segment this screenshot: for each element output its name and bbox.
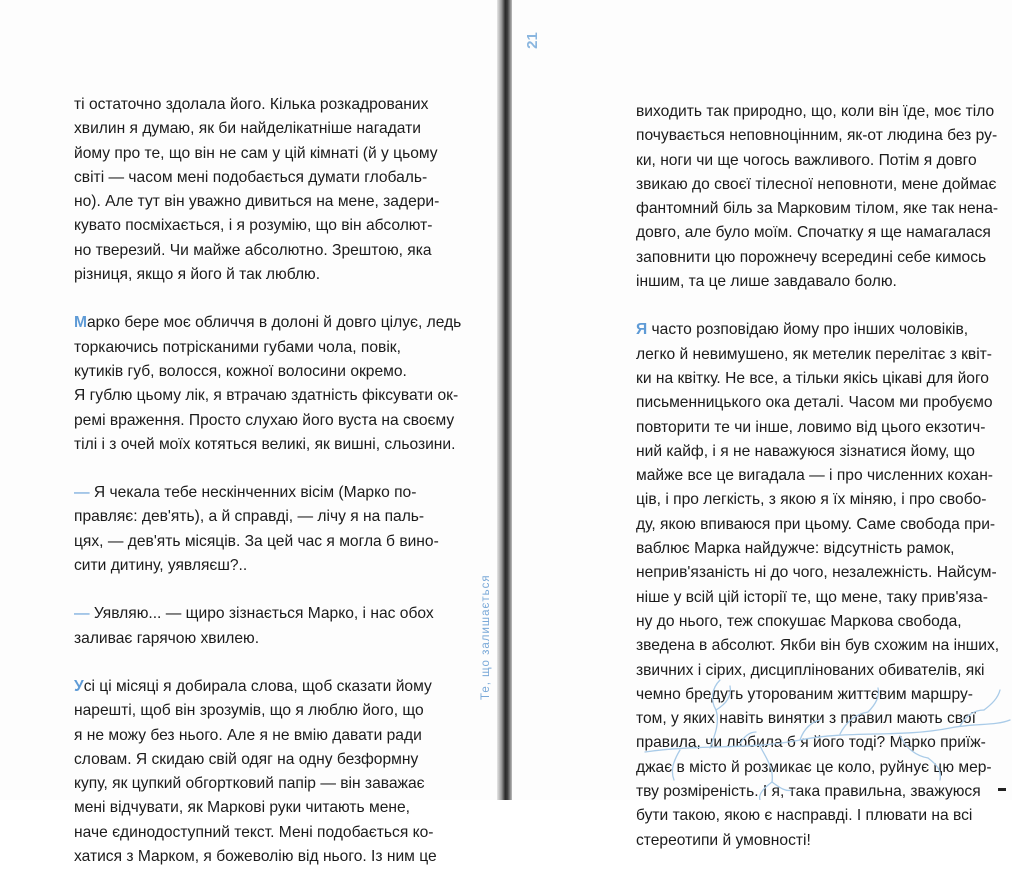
line-text: цях, — дев'ять місяців. За цей час я могла б вино- xyxy=(74,532,439,550)
line-text: кутиків губ, волосся, кожної волосини окремо. xyxy=(74,362,407,380)
line-text: сити дитину, уявляєш?.. xyxy=(74,557,248,575)
line-text: ду, якою впиваюся при цьому. Саме свобода при- xyxy=(636,515,996,533)
text-line xyxy=(74,627,392,651)
line-text: звичних і сірих, дисциплінованих обивателів, які xyxy=(636,661,985,679)
line-text: купу, як цупкий обгортковий папір — він заважає xyxy=(74,775,425,793)
line-text: я не можу без нього. Але я не вмію давати ради xyxy=(74,726,422,744)
text-line xyxy=(74,142,438,166)
text-line xyxy=(636,537,955,561)
book-spine-gutter xyxy=(497,0,512,800)
text-line xyxy=(636,464,994,488)
text-line xyxy=(636,318,969,342)
right-paragraph xyxy=(636,100,999,294)
line-text: Я чекала тебе нескінченних вісім (Марко по- xyxy=(89,484,417,502)
text-line xyxy=(636,829,948,853)
text-line xyxy=(74,530,439,554)
line-text: бути такою, якою є насправді. І плювати на всі xyxy=(636,807,973,825)
line-text: стереотипи й умовності! xyxy=(636,831,811,849)
text-line xyxy=(74,699,424,723)
line-text: Я гублю цьому лік, я втрачаю здатність фіксувати ок- xyxy=(74,387,459,405)
line-text: но тверезий. Чи майже абсолютно. Зрештою, яка xyxy=(74,241,432,259)
text-line xyxy=(636,391,993,415)
text-line xyxy=(636,513,996,537)
text-line xyxy=(636,416,986,440)
text-line xyxy=(74,166,428,190)
text-line xyxy=(636,561,997,585)
text-line xyxy=(74,190,440,214)
running-head: Те, що залишається xyxy=(480,574,492,700)
text-line xyxy=(74,93,429,117)
line-text: неприв'язаність ні до чого, незалежність. Найсум- xyxy=(636,564,997,582)
text-line xyxy=(74,384,459,408)
text-line xyxy=(74,409,455,433)
text-line xyxy=(74,772,425,796)
text-line xyxy=(636,343,992,367)
line-text: ки, ноги чи ще чогось важливого. Потім я довго xyxy=(636,151,977,169)
text-line xyxy=(74,602,434,626)
left-paragraph xyxy=(74,602,434,651)
text-line xyxy=(636,270,948,294)
text-line xyxy=(636,586,988,610)
line-text: світі — часом мені подобається думати глобаль- xyxy=(74,168,428,186)
text-line xyxy=(74,117,421,141)
line-text: почувається неповноцінним, як-от людина без ру- xyxy=(636,127,998,145)
line-text: фантомний біль за Марковим тілом, яке так нена- xyxy=(636,200,999,218)
line-text: ну до нього, теж спокушає Маркова свобода, xyxy=(636,612,962,630)
text-line xyxy=(74,505,425,529)
line-text: тілі і з очей моїх котяться великі, як вишні, сльозини. xyxy=(74,435,456,453)
line-text: довго, але було моїм. Спочатку я ще намагалася xyxy=(636,224,991,242)
line-text: ті остаточно здолала його. Кілька розкадрованих xyxy=(74,96,429,113)
line-text: заливає гарячою хвилею. xyxy=(74,629,260,647)
left-paragraph xyxy=(74,481,439,578)
text-line xyxy=(636,610,962,634)
text-line xyxy=(74,214,433,238)
branch-decoration-icon xyxy=(640,640,1012,800)
text-line xyxy=(74,433,456,457)
text-line xyxy=(636,246,987,270)
left-paragraph xyxy=(74,675,437,869)
line-text: тву розміреність. І я, така правильна, зважуюся xyxy=(636,783,981,801)
line-text: заповнити цю порожнечу всередині себе кимось xyxy=(636,248,987,266)
text-line xyxy=(74,336,401,360)
drop-initial: Я xyxy=(636,321,648,339)
text-line xyxy=(636,173,997,197)
dialogue-dash: — xyxy=(74,605,90,623)
left-paragraph xyxy=(74,311,462,457)
line-text: чемно бредуть уторованим життєвим маршру- xyxy=(636,685,973,703)
text-line xyxy=(636,804,973,828)
text-line xyxy=(74,748,419,772)
line-text: том, у яких навіть винятки з правил мають свої xyxy=(636,710,976,728)
line-text: мені відчувати, як Маркові руки читають мене, xyxy=(74,799,410,817)
line-text: хвилин я думаю, як би найделікатніше нагадати xyxy=(74,120,421,138)
text-line xyxy=(636,124,998,148)
text-line xyxy=(74,311,462,335)
text-line xyxy=(636,440,975,464)
line-text: хатися з Марком, я божеволію від нього. Із ним це xyxy=(74,848,437,866)
line-text: йому про те, що він не сам у цій кімнаті (й у цьому xyxy=(74,144,438,162)
line-text: ний кайф, і я не наважуюся зізнатися йому, що xyxy=(636,442,975,460)
line-text: іншим, та це лише завдавало болю. xyxy=(636,273,897,291)
text-line xyxy=(74,360,407,384)
line-text: ців, і про легкість, з якою я їх міняю, і про свобо- xyxy=(636,491,987,509)
line-text: легко й невимушено, як метелик перелітає з квіт- xyxy=(636,345,992,363)
line-text: джає в місто й розмикає це коло, руйнує цю мер- xyxy=(636,758,992,776)
text-line xyxy=(636,197,999,221)
drop-initial: М xyxy=(74,314,87,332)
line-text: ки на квітку. Не все, а тільки якісь цікаві для його xyxy=(636,369,989,387)
line-text: арко бере моє обличчя в долоні й довго цілує, ледь xyxy=(87,314,462,332)
text-line xyxy=(74,263,392,287)
line-text: торкаючись потрісканими губами чола, повік, xyxy=(74,338,401,356)
line-text: нарешті, щоб він зрозумів, що я люблю його, що xyxy=(74,702,424,720)
text-line xyxy=(636,100,995,124)
line-text: виходить так природно, що, коли він їде, моє тіло xyxy=(636,103,995,120)
line-text: кувато посміхається, і я розумію, що він абсолют- xyxy=(74,217,433,235)
left-page-text xyxy=(74,93,462,893)
drop-initial: У xyxy=(74,677,84,695)
line-text: майже все це вигадала — і про численних кохан- xyxy=(636,467,994,485)
line-text: повторити те чи інше, ловимо від цього екзотич- xyxy=(636,418,986,436)
text-line xyxy=(636,149,977,173)
text-line xyxy=(74,554,392,578)
line-text: письменницького ока деталі. Часом ми пробуємо xyxy=(636,394,993,412)
text-line xyxy=(74,845,437,869)
page-number: 21 xyxy=(523,32,541,49)
line-text: зведена в абсолют. Якби він був схожим на інших, xyxy=(636,637,1000,655)
line-text: ваблює Марка найдужче: відсутність рамок, xyxy=(636,540,955,558)
line-text: правляє: дев'ять), а й справді, — лічу я на паль- xyxy=(74,508,425,526)
line-text: но). Але тут він уважно дивиться на мене, задери- xyxy=(74,193,440,211)
text-line xyxy=(74,239,432,263)
text-line xyxy=(636,221,991,245)
text-line xyxy=(74,724,422,748)
left-paragraph xyxy=(74,93,440,287)
line-text: правила, чи любила б я його тоді? Марко приїж- xyxy=(636,734,986,752)
line-text: словам. Я скидаю свій одяг на одну безформну xyxy=(74,750,419,768)
dialogue-dash: — xyxy=(74,484,90,502)
line-text: Уявляю... — щиро зізнається Марко, і нас обох xyxy=(89,605,434,623)
line-text: наче єдинодоступний текст. Мені подобається ко- xyxy=(74,823,434,841)
text-line xyxy=(74,821,434,845)
text-line xyxy=(636,488,987,512)
text-line xyxy=(636,367,989,391)
line-text: ніше у всій цій історії те, що мене, таку прив'яза- xyxy=(636,588,988,606)
line-text: ремі враження. Просто слухаю його вуста на своєму xyxy=(74,411,455,429)
text-line xyxy=(74,675,432,699)
text-line xyxy=(74,796,410,820)
line-text: сі ці місяці я добирала слова, щоб сказати йому xyxy=(83,677,432,695)
line-text: часто розповідаю йому про інших чоловіків, xyxy=(647,321,969,339)
line-text: різниця, якщо я його й так люблю. xyxy=(74,266,321,284)
text-line xyxy=(74,481,417,505)
page-edge-mark xyxy=(998,788,1006,791)
line-text: звикаю до своєї тілесної неповноти, мене доймає xyxy=(636,175,997,193)
